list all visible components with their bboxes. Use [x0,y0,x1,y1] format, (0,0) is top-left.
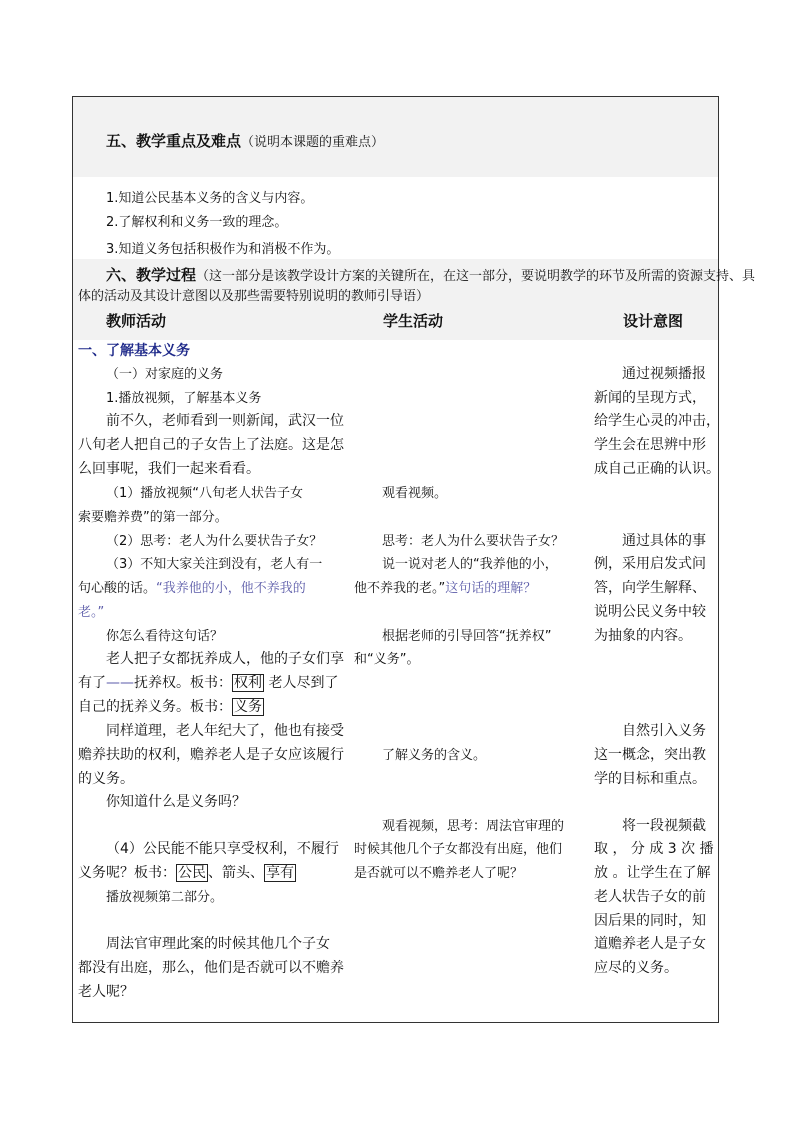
intent-2-line1: 通过具体的事 [622,533,706,549]
key-point-1: 1.知道公民基本义务的含义与内容。 [106,191,314,206]
section6-note-line2: 体的活动及其设计意图以及那些需要特别说明的教师引导语） [78,289,430,304]
intent-3-line3: 学的目标和重点。 [594,771,706,787]
intent-2-line2: 例，采用启发式问 [594,556,706,572]
student-activity-5: 了解义务的含义。 [382,748,487,763]
student-activity-3-question: 这句话的理解？ [445,581,537,596]
student-activity-3-line1: 说一说对老人的“我养他的小， [382,557,558,572]
section6-heading [106,264,755,285]
student-activity-4-line2: 和“义务”。 [354,652,420,667]
intent-4-line1: 将一段视频截 [622,818,706,834]
intent-1-line4: 学生会在思辨中形 [594,437,706,453]
teacher-para6-dash: —— [106,675,134,691]
section5-note: （说明本课题的重难点） [241,135,385,150]
column-header-student: 学生活动 [383,312,444,330]
section6-title: 六、教学过程 [106,266,197,284]
board-note-rights: 权利 [234,675,262,691]
intent-3-line2: 这一概念，突出教 [594,747,706,763]
teacher-para4-line1: （3）不知大家关注到没有，老人有一 [106,557,323,572]
section5-title: 五、教学重点及难点 [106,132,242,150]
teacher-para9-text-a: 义务呢？板书： [78,865,176,881]
teacher-para1-line2: 八旬老人把自己的子女告上了法庭。这是怎 [78,437,344,453]
intent-4-line2: 取 ， 分 成 3 次 播 [594,841,714,857]
part1-title: 一、了解基本义务 [78,343,190,359]
board-note-citizen: 公民 [178,865,206,881]
student-activity-6-line2: 时候其他几个子女都没有出庭，他们 [354,842,563,857]
student-activity-3-line2 [354,577,536,596]
board-note-enjoy: 享有 [266,865,294,881]
intent-4-line3: 放 。让学生在了解 [594,865,711,881]
teacher-para6-line3 [78,696,264,716]
intent-1-line3: 给学生心灵的冲击， [594,413,720,429]
key-point-2: 2.了解权利和义务一致的理念。 [106,215,288,230]
teacher-para11-line3: 老人呢？ [78,984,134,1000]
teacher-para3: （2）思考：老人为什么要状告子女？ [106,534,323,549]
intent-2-line5: 为抽象的内容。 [594,628,692,644]
teacher-para6-text-c: 老人尽到了 [264,675,339,691]
intent-3-line1: 自然引入义务 [622,723,706,739]
column-header-teacher: 教师活动 [106,312,167,330]
student-activity-1: 观看视频。 [382,486,448,501]
intent-1-line2: 新闻的呈现方式， [594,390,706,406]
intent-1-line5: 成自己正确的认识。 [594,461,720,477]
teacher-para2-line1: （1）播放视频“八旬老人状告子女 [106,486,304,501]
teacher-para5: 你怎么看待这句话？ [106,629,224,644]
teacher-para11-line2: 都没有出庭，那么，他们是否就可以不赡养 [78,960,344,976]
section6-note-line1: （这一部分是该教学设计方案的关键所在，在这一部分，要说明教学的环节及所需的资源支持、具 [196,269,756,284]
teacher-para6-text-b: 抚养权。板书： [134,675,232,691]
column-header-intent: 设计意图 [623,312,684,330]
intent-4-line6: 道赡养老人是子女 [594,936,706,952]
teacher-para6-line2 [78,672,338,692]
teacher-para1-line1: 前不久，老师看到一则新闻，武汉一位 [106,413,344,429]
board-note-duty: 义务 [234,699,262,715]
student-activity-6-line1: 观看视频，思考：周法官审理的 [382,819,565,834]
key-point-3: 3.知道义务包括积极作为和消极不作为。 [106,242,340,257]
intent-4-line4: 老人状告子女的前 [594,889,706,905]
teacher-para4-quote: “我养他的小，他不养我的 [156,581,306,596]
part1-step1: 1.播放视频，了解基本义务 [106,391,262,406]
teacher-para8: 你知道什么是义务吗？ [106,794,246,810]
teacher-para6-text-d: 自己的抚养义务。板书： [78,699,232,715]
intent-1-line1: 通过视频播报 [622,366,706,382]
student-activity-4-line1: 根据老师的引导回答“抚养权” [382,629,552,644]
teacher-para7-line2: 赡养扶助的权利，赡养老人是子女应该履行 [78,747,344,763]
teacher-para4-line2 [78,577,306,596]
part1-sub1: （一）对家庭的义务 [106,367,224,382]
teacher-para6-line1: 老人把子女都抚养成人，他的子女们享 [106,651,344,667]
teacher-para9-text-b: 、箭头、 [208,865,264,881]
teacher-para2-line2: 索要赡养费”的第一部分。 [78,510,228,525]
intent-4-line5: 因后果的同时，知 [594,913,706,929]
teacher-para9-line1: （4）公民能不能只享受权利，不履行 [106,841,339,857]
teacher-para4-line2-text: 句心酸的话。 [78,581,157,596]
teacher-para9-line2 [78,862,296,882]
intent-2-line3: 答，向学生解释、 [594,580,706,596]
section5-heading [106,130,384,151]
teacher-para6-text-a: 有了 [78,675,106,691]
student-activity-6-line3: 是否就可以不赡养老人了呢？ [354,866,524,881]
teacher-para10: 播放视频第二部分。 [106,890,224,905]
teacher-para11-line1: 周法官审理此案的时候其他几个子女 [106,936,330,952]
student-activity-3-quote: 他不养我的老。” [354,581,446,596]
teacher-para1-line3: 么回事呢，我们一起来看看。 [78,461,260,477]
intent-2-line4: 说明公民义务中较 [594,604,706,620]
teacher-para4-line3: 老。” [78,605,105,620]
intent-4-line7: 应尽的义务。 [594,960,678,976]
teacher-para7-line3: 的义务。 [78,771,134,787]
student-activity-2: 思考：老人为什么要状告子女？ [382,534,565,549]
teacher-para7-line1: 同样道理，老人年纪大了，他也有接受 [106,723,344,739]
